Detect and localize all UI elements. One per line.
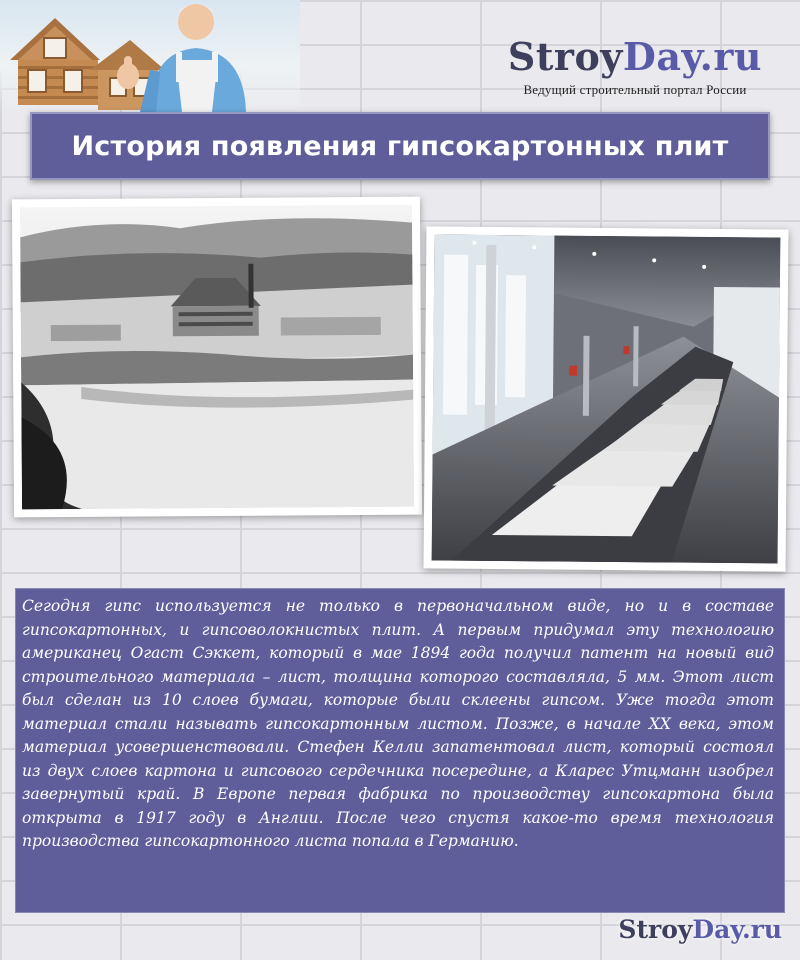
title-banner <box>30 112 770 180</box>
house-and-worker-illustration <box>0 0 300 112</box>
footer-logo-part-day: Day.ru <box>692 915 782 944</box>
logo-text <box>500 36 770 78</box>
footer-logo-part-stroy: Stroy <box>618 915 693 944</box>
article-text: Сегодня гипс используется не только в первоначальном виде, но и в составе гипсокартонных, и гипсоволокнистых плит. А первым придумал эту технологию американец Огаст Сэккет, который в мае 1894 года получил патент на новый вид строительного материала – лист, толщина которого составляла, 5 мм. Этот лист был сделан из 10 слоев бумаги, которые были склеены гипсом. Уже тогда этот материал стали называть гипсокартонным листом. Позже, в начале XX века, этом материал усовершенствовали. Стефен Келли запатентовал лист, который состоял из двух слоев картона и гипсового сердечника посередине, а Кларес Утцманн изобрел завернутый край. В Европе первая фабрика по производству гипсокартона была открыта в 1917 году в Англии. После чего спустя какое-то время технология производства гипсокартонного листа попала в Германию. <box>22 597 774 850</box>
modern-factory-photo <box>424 226 789 571</box>
footer-logo[interactable] <box>618 915 782 944</box>
logo-tagline: Ведущий строительный портал России <box>523 82 747 97</box>
logo-part-stroy: Stroy <box>507 34 623 79</box>
historic-factory-photo <box>12 197 422 518</box>
article-panel <box>15 588 785 913</box>
modern-factory-image <box>432 234 781 563</box>
brand-logo[interactable] <box>500 36 770 98</box>
historic-factory-image <box>20 205 414 510</box>
logo-part-day: Day.ru <box>622 34 763 79</box>
page-title: История появления гипсокартонных плит <box>71 130 729 162</box>
header-illustration <box>0 0 300 112</box>
